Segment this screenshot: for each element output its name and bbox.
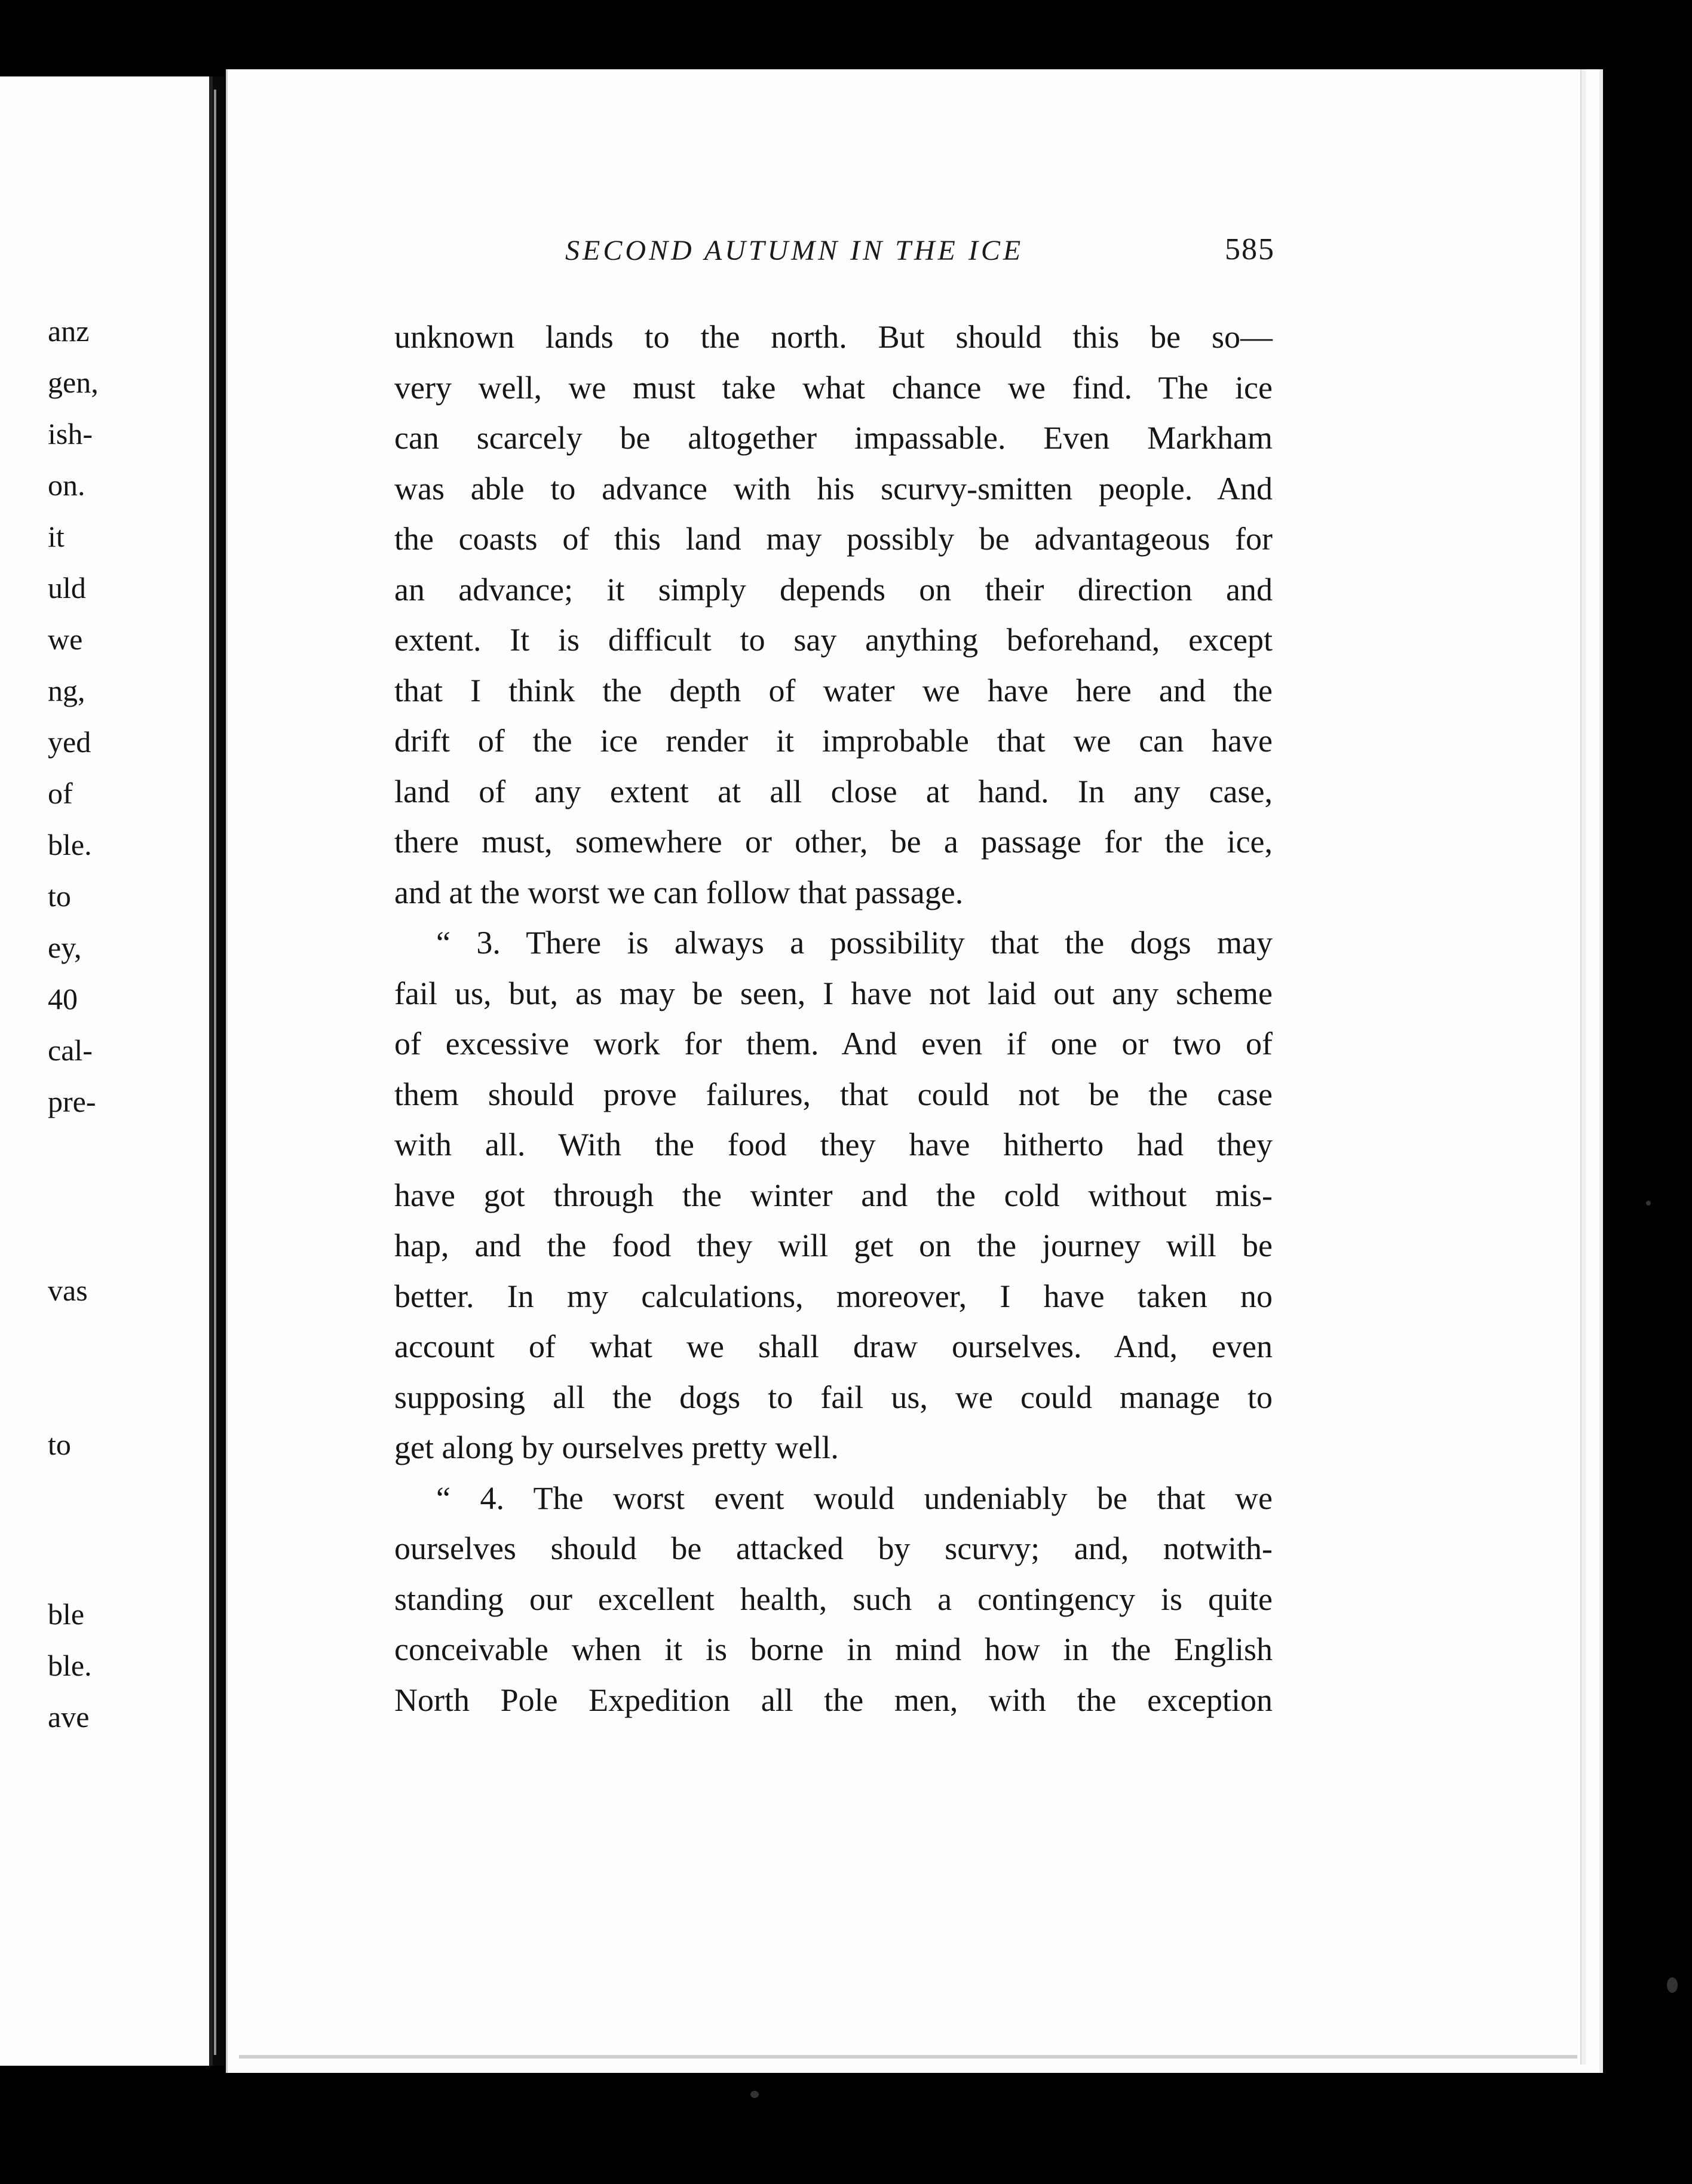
text-line: of excessive work for them. And even if one or two of [394,1026,1273,1062]
facing-page-line: yed [48,725,91,759]
facing-page-line: 40 [48,982,78,1016]
scan-speck [1667,1977,1678,1993]
facing-page-line: ble [48,1597,85,1631]
facing-page-line: ave [48,1700,90,1734]
gutter-edge [214,90,216,2055]
text-line: with all. With the food they have hitherto had they [394,1127,1273,1162]
page-number: 585 [1225,232,1275,266]
paragraph-start-line: “ 3. There is always a possibility that the dogs may [436,925,1273,961]
facing-page-line: gen, [48,366,99,399]
text-line: conceivable when it is borne in mind how in the English [394,1631,1273,1667]
text-line: land of any extent at all close at hand. In any case, [394,773,1273,809]
page-bottom-edge [239,2055,1577,2059]
text-line: standing our excellent health, such a contingency is quite [394,1581,1273,1617]
facing-page-line: ble. [48,1649,92,1682]
text-line: was able to advance with his scurvy-smitten people. And [394,470,1273,507]
text-line: the coasts of this land may possibly be advantageous for [394,521,1273,557]
facing-page-line: it [48,520,65,553]
text-line: drift of the ice render it improbable that we can have [394,723,1273,759]
facing-page-line: cal- [48,1033,93,1067]
running-head: SECOND AUTUMN IN THE ICE [565,235,1024,266]
facing-page-line: ish- [48,417,93,450]
text-line: hap, and the food they will get on the journey will be [394,1228,1273,1263]
facing-page-line: of [48,777,73,810]
facing-page-line: vas [48,1274,88,1307]
facing-page-line: pre- [48,1085,96,1118]
text-line: supposing all the dogs to fail us, we could manage to [394,1379,1273,1415]
facing-page-line: on. [48,468,85,502]
text-line: have got through the winter and the cold without mis- [394,1177,1273,1213]
text-line: there must, somewhere or other, be a passage for the ice, [394,824,1273,860]
text-line: that I think the depth of water we have here and the [394,672,1273,708]
scan-speck [750,2091,759,2098]
paragraph-start-line: “ 4. The worst event would undeniably be that we [436,1480,1273,1516]
scan-speck [1646,1201,1651,1206]
text-line: them should prove failures, that could not be the case [394,1076,1273,1112]
text-line: ourselves should be attacked by scurvy; and, notwith- [394,1530,1273,1566]
page-edge [1580,69,1586,2065]
facing-page-line: ey, [48,931,82,964]
text-line: extent. It is difficult to say anything beforehand, except [394,622,1273,658]
facing-page-line: ng, [48,674,85,707]
text-line: can scarcely be altogether impassable. Even Markham [394,420,1273,456]
facing-page-line: anz [48,314,90,348]
text-line: and at the worst we can follow that passage. [394,874,964,910]
text-line: very well, we must take what chance we find. The ice [394,369,1273,406]
text-line: account of what we shall draw ourselves. And, even [394,1329,1273,1364]
body-text [394,312,1273,1725]
facing-page-line: we [48,622,83,656]
facing-page-line: uld [48,571,86,605]
text-line: North Pole Expedition all the men, with the exception [394,1682,1273,1718]
facing-page-fragment [0,76,213,2066]
text-line: fail us, but, as may be seen, I have not laid out any scheme [394,975,1273,1011]
text-line: get along by ourselves pretty well. [394,1430,839,1465]
text-line: better. In my calculations, moreover, I have taken no [394,1278,1273,1314]
facing-page-line: to [48,879,71,913]
text-line: unknown lands to the north. But should this be so— [394,319,1273,355]
facing-page-line: ble. [48,828,92,861]
facing-page-line: to [48,1428,71,1461]
text-line: an advance; it simply depends on their direction and [394,571,1273,608]
